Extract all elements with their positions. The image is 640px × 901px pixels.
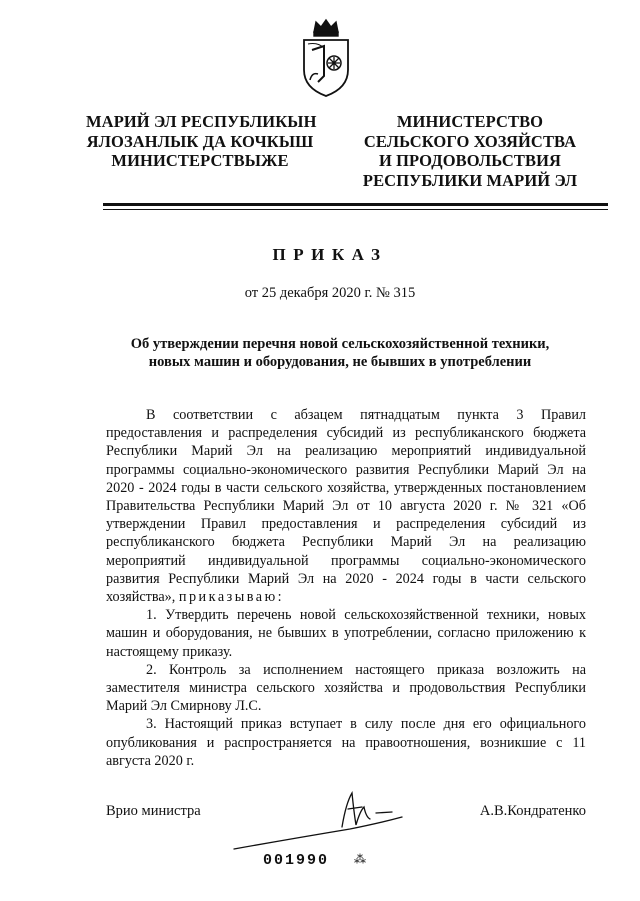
ministry-name-russian [346, 112, 594, 190]
coat-of-arms-icon [298, 18, 354, 98]
org-line: МАРИЙ ЭЛ РЕСПУБЛИКЫН [86, 112, 317, 131]
subject-line: новых машин и оборудования, не бывших в употреблении [148, 354, 532, 370]
clause-paragraph: 3. Настоящий приказ вступает в силу после дня его официального опубликования и распространяется на правоотношения, возникшие с 11 августа 2020 г. [106, 716, 586, 769]
subject-line: Об утверждении перечня новой сельскохозяйственной техники, [130, 336, 550, 352]
registration-mark: ⁂ [354, 852, 366, 866]
org-line: РЕСПУБЛИКИ МАРИЙ ЭЛ [362, 170, 578, 190]
org-line: ЯЛОЗАНЛЫК ДА КОЧКЫШ [86, 131, 314, 151]
org-line: МИНИСТЕРСТВО [396, 112, 544, 131]
org-line: МИНИСТЕРСТВЫЖЕ [111, 151, 289, 170]
clause-paragraph: 1. Утвердить перечень новой сельскохозяйственной техники, новых машин и оборудования, не бывших в употреблении, согласно приложению к настоящему приказу. [106, 607, 586, 660]
signatory-title: Врио министра [106, 803, 201, 819]
org-line: СЕЛЬСКОГО ХОЗЯЙСТВА [363, 131, 577, 151]
header-divider-thin [103, 209, 608, 210]
header-divider-thick [103, 203, 608, 206]
order-body [106, 406, 586, 770]
order-subject [100, 335, 580, 371]
preamble-text: В соответствии с абзацем пятнадцатым пункта 3 Правил предоставления и распределения субсидий из республиканского бюджета Республики Марий Эл на реализацию мероприятий индивидуальной программы социально-экономического развития Республики Марий Эл на 2020 - 2024 годы в части сельского хозяйства, утвержденных постановлением Правительства Республики Марий Эл от 10 августа 2020 г. № 321 «Об утверждении Правил предоставления и распределения субсидий из республиканского бюджета Республики Марий Эл на реализацию мероприятий индивидуальной программы социально-экономического развития Республики Марий Эл на 2020 - 2024 годы в части сельского хозяйства», [106, 407, 586, 606]
signatory-name: А.В.Кондратенко [479, 803, 586, 819]
order-date-number: от 25 декабря 2020 г. № 315 [244, 285, 416, 301]
clause-paragraph: 2. Контроль за исполнением настоящего приказа возложить на заместителя министра сельского хозяйства и продовольствия Республики Марий Эл Смирнову Л.С. [106, 661, 586, 715]
handwritten-signature [230, 783, 410, 853]
decree-word: приказываю: [178, 589, 285, 606]
preamble-paragraph [106, 406, 586, 606]
ministry-name-mari [86, 112, 317, 171]
document-type-title: ПРИКАЗ [272, 245, 388, 264]
org-line: И ПРОДОВОЛЬСТВИЯ [378, 151, 562, 170]
registration-number: 001990 [263, 852, 330, 869]
